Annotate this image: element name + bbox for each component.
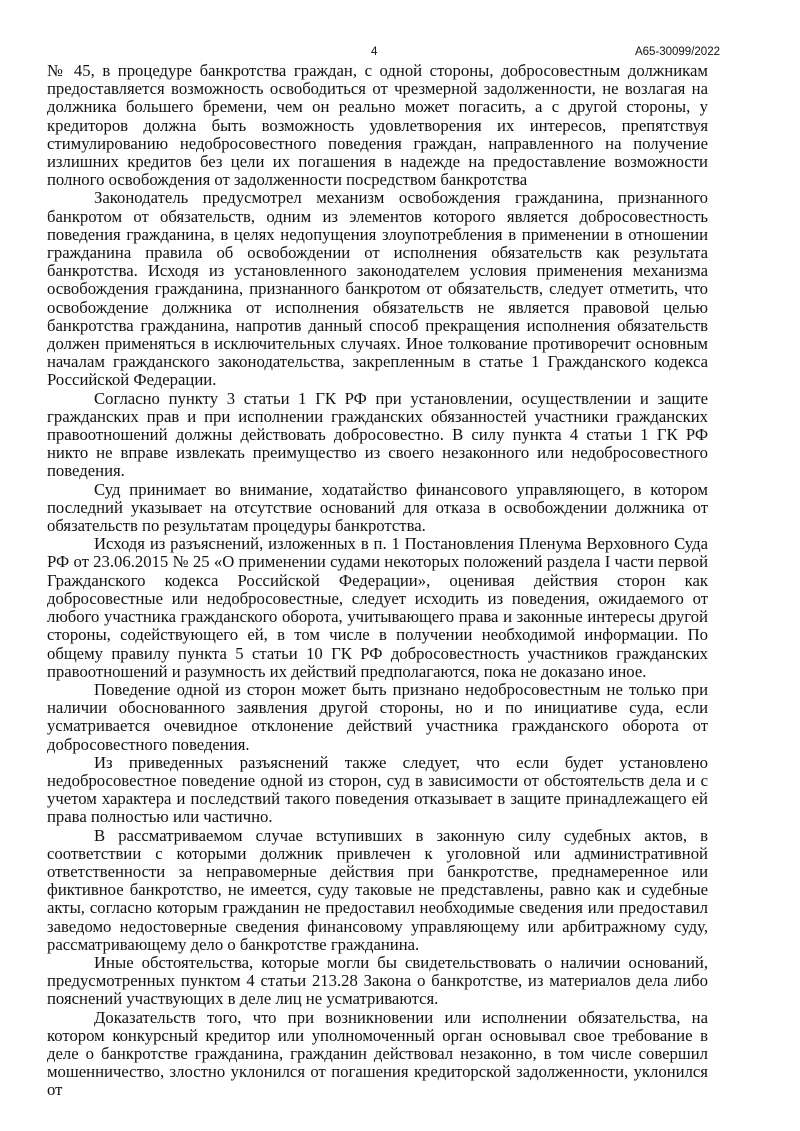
paragraph: В рассматриваемом случае вступивших в законную силу судебных актов, в соответствии с которыми должник привлечен к уголовной или административной ответственности за неправомерные действия при банкротстве, преднамеренное или фиктивное банкротство, не имеется, суду таковые не представлены, равно как и судебные акты, согласно которым гражданин не предоставил необходимые сведения или предоставил заведомо недостоверные сведения финансовому управляющему или арбитражному суду, рассматривающему дело о банкротстве гражданина. xyxy=(47,825,708,954)
case-number: А65-30099/2022 xyxy=(634,46,720,58)
document-body xyxy=(47,62,708,1100)
paragraph: Законодатель предусмотрел механизм освобождения гражданина, признанного банкротом от обязательств, одним из элементов которого является добросовестность поведения гражданина, в целях недопущения злоупотребления в применении в отношении гражданина правила об освобождении от исполнения обязательств как результата банкротства. Исходя из установленного законодателем условия применения механизма освобождения гражданина, признанного банкротом от обязательств, следует отметить, что освобождение должника от исполнения обязательств не является правовой целью банкротства гражданина, напротив данный способ прекращения исполнения обязательств должен применяться в исключительных случаях. Иное толкование противоречит основным началам гражданского законодательства, закрепленным в статье 1 Гражданского кодекса Российской Федерации. xyxy=(47,188,708,390)
paragraph: № 45, в процедуре банкротства граждан, с одной стороны, добросовестным должникам предоставляется возможность освободиться от чрезмерной задолженности, не возлагая на должника большего бремени, чем он реально может погасить, а с другой стороны, у кредиторов должна быть возможность удовлетворения их интересов, препятствуя стимулированию недобросовестного поведения граждан, направленного на получение излишних кредитов без цели их погашения в надежде на предоставление возможности полного освобождения от задолженности посредством банкротства xyxy=(47,61,708,190)
paragraph: Исходя из разъяснений, изложенных в п. 1 Постановления Пленума Верховного Суда РФ от 23.06.2015 № 25 «О применении судами некоторых положений раздела I части первой Гражданского кодекса Российской Федерации», оценивая действия сторон как добросовестные или недобросовестные, следует исходить из поведения, ожидаемого от любого участника гражданского оборота, учитывающего права и законные интересы другой стороны, содействующего ей, в том числе в получении необходимой информации. По общему правилу пункта 5 статьи 10 ГК РФ добросовестность участников гражданских правоотношений и разумность их действий предполагаются, пока не доказано иное. xyxy=(47,534,708,681)
paragraph: Согласно пункту 3 статьи 1 ГК РФ при установлении, осуществлении и защите гражданских прав и при исполнении гражданских обязанностей участники гражданских правоотношений должны действовать добросовестно. В силу пункта 4 статьи 1 ГК РФ никто не вправе извлекать преимущество из своего незаконного или недобросовестного поведения. xyxy=(47,388,708,481)
paragraph: Доказательств того, что при возникновении или исполнении обязательства, на котором конкурсный кредитор или уполномоченный орган основывал свое требование в деле о банкротстве гражданина, гражданин действовал незаконно, в том числе совершил мошенничество, злостно уклонился от погашения кредиторской задолженности, уклонился от xyxy=(47,1007,708,1100)
paragraph: Из приведенных разъяснений также следует, что если будет установлено недобросовестное поведение одной из сторон, суд в зависимости от обстоятельств дела и с учетом характера и последствий такого поведения отказывает в защите принадлежащего ей права полностью или частично. xyxy=(47,752,708,827)
paragraph: Иные обстоятельства, которые могли бы свидетельствовать о наличии оснований, предусмотренных пунктом 4 статьи 213.28 Закона о банкротстве, из материалов дела либо пояснений участвующих в деле лиц не усматриваются. xyxy=(47,952,708,1009)
page-number: 4 xyxy=(371,46,378,58)
paragraph: Суд принимает во внимание, ходатайство финансового управляющего, в котором последний указывает на отсутствие оснований для отказа в освобождении должника от обязательств по результатам процедуры банкротства. xyxy=(47,479,708,536)
paragraph: Поведение одной из сторон может быть признано недобросовестным не только при наличии обоснованного заявления другой стороны, но и по инициативе суда, если усматривается очевидное отклонение действий участника гражданского оборота от добросовестного поведения. xyxy=(47,679,708,754)
